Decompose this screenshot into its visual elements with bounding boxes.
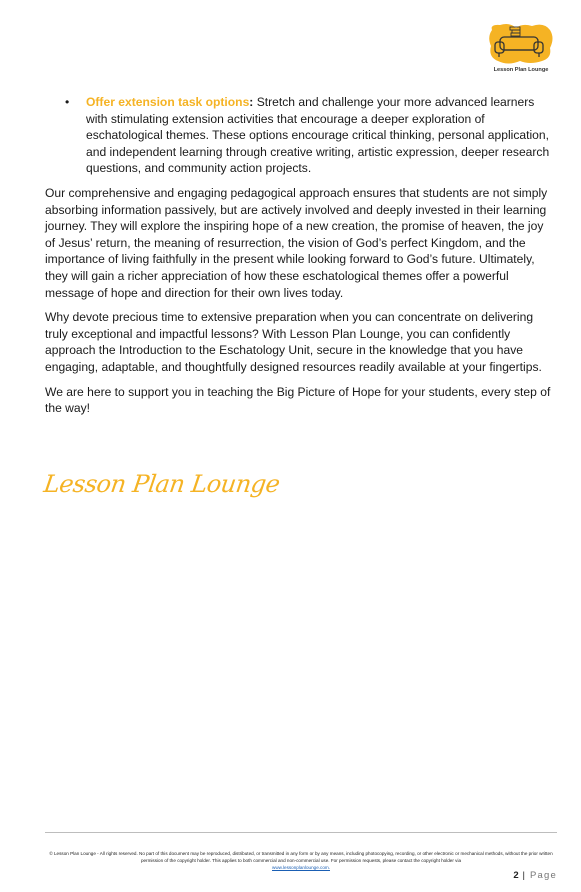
signature: Lesson Plan Lounge: [42, 470, 282, 498]
paragraph-support: We are here to support you in teaching the Big Picture of Hope for your students, every step of the way!: [45, 384, 551, 416]
logo: [486, 22, 556, 78]
page-number: [513, 870, 557, 881]
page-separator: |: [518, 870, 530, 881]
sofa-logo-icon: [486, 22, 556, 66]
bullet-text: Stretch and challenge your more advanced learners with stimulating extension activities that encourage a deeper exploration of eschatological themes. These options encourage critical thinking, personal application, and independent learning through creative writing, artistic expression, deeper research questions, and community action projects.: [86, 95, 550, 176]
paragraph-preparation: Why devote precious time to extensive preparation when you can concentrate on delivering truly exceptional and impactful lessons? With Lesson Plan Lounge, you can confidently approach the Introduction to the Eschatology Unit, secure in the knowledge that you have engaging, adaptable, and thoughtfully designed resources readily available at your fingertips.: [45, 310, 542, 374]
logo-text: Lesson Plan Lounge: [493, 67, 549, 73]
document-body: [45, 94, 553, 425]
footer-divider: [45, 832, 557, 833]
page-label: Page: [530, 870, 557, 881]
website-link[interactable]: www.lessonplanlounge.com.: [272, 865, 330, 870]
bullet-item: [45, 94, 553, 177]
bullet-colon: :: [249, 95, 254, 109]
copyright-text: © Lesson Plan Lounge - All rights reserved. No part of this document may be reproduced, distributed, or transmitted in any form or by any means, including photocopying, recording, or other electronic or mechanical methods, without the prior written permission of the copyright holder. This applies to both commercial and non-commercial use. For permission requests, please contact the copyright holder via: [49, 851, 553, 863]
paragraph-approach: Our comprehensive and engaging pedagogical approach ensures that students are not simply absorbing information passively, but are actively involved and deeply invested in their learning journey. They will explore the inspiring hope of a new creation, the promise of heaven, the joy of Jesus’ return, the meaning of resurrection, the vision of God’s perfect Kingdom, and the importance of living faithfully in the present while looking forward to God’s future. Ultimately, they will gain a richer appreciation of how these eschatological themes offer a powerful message of hope and direction for their own lives today.: [45, 185, 548, 300]
page-number-value: 2: [513, 870, 519, 881]
bullet-dot: •: [65, 95, 70, 109]
footer-copyright: [45, 850, 557, 871]
bullet-title: Offer extension task options: [86, 95, 250, 109]
